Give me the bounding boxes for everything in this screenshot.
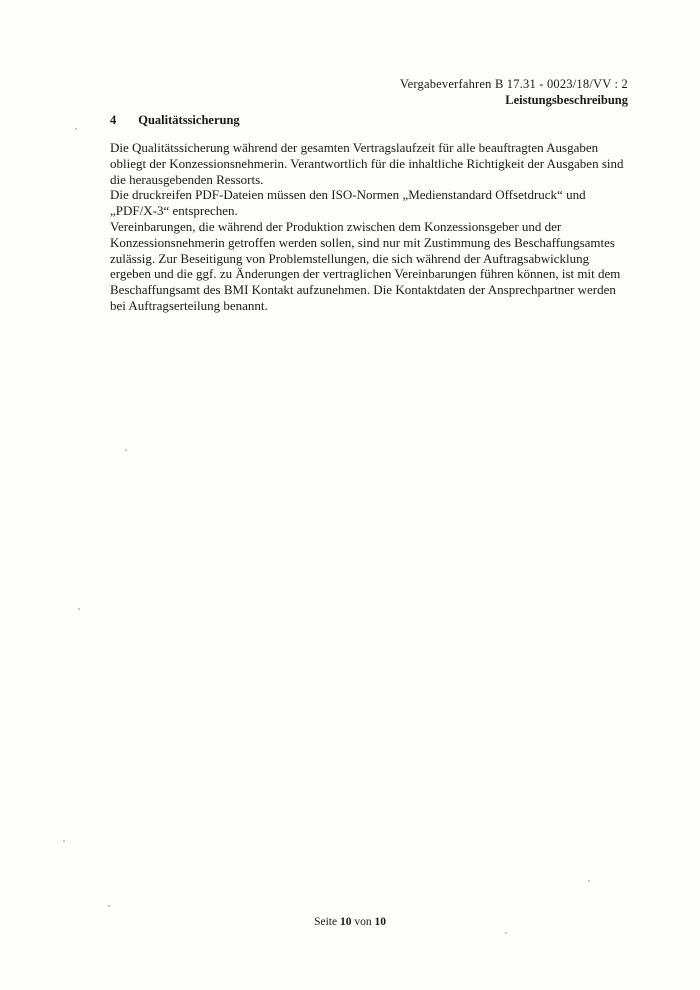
scan-speck — [125, 449, 127, 451]
page-separator: von — [354, 916, 372, 928]
procurement-reference: Vergabeverfahren B 17.31 - 0023/18/VV : 2 — [399, 77, 628, 91]
section-title: Qualitätssicherung — [138, 113, 240, 127]
scan-speck — [505, 932, 507, 934]
page-label: Seite — [314, 916, 338, 928]
section-quality-assurance — [110, 113, 630, 314]
current-page: 10 — [339, 916, 352, 928]
scan-speck — [63, 840, 65, 842]
scan-speck — [588, 880, 590, 882]
section-number: 4 — [110, 113, 117, 127]
scan-speck — [78, 608, 80, 610]
paragraph: Die Qualitätssicherung während der gesamten Vertragslaufzeit für alle beauftragten Ausgaben obliegt der Konzessionsnehmerin. Verantwortlich für die inhaltliche Richtigkeit der Ausgaben sind die herausgebenden Ressorts. — [110, 140, 624, 187]
scan-speck — [108, 905, 110, 907]
section-body — [110, 140, 630, 314]
paragraph: Die druckreifen PDF-Dateien müssen den ISO-Normen „Medienstandard Offsetdruck“ und „PDF/X-3“ entsprechen. — [110, 187, 586, 219]
scan-speck — [75, 128, 77, 130]
section-heading — [110, 113, 630, 128]
page-header — [400, 76, 628, 108]
page-footer — [0, 916, 700, 928]
document-type: Leistungsbeschreibung — [505, 93, 628, 107]
paragraph: Vereinbarungen, die während der Produktion zwischen dem Konzessionsgeber und der Konzessionsnehmerin getroffen werden sollen, sind nur mit Zustimmung des Beschaffungsamtes zulässig. Zur Beseitigung von Problemstellungen, die sich während der Auftragsabwicklung ergeben und die ggf. zu Änderungen der vertraglichen Vereinbarungen führen können, ist mit dem Beschaffungsamt des BMI Kontakt aufzunehmen. Die Kontaktdaten der Ansprechpartner werden bei Auftragserteilung benannt. — [110, 218, 621, 313]
total-pages: 10 — [374, 916, 386, 928]
